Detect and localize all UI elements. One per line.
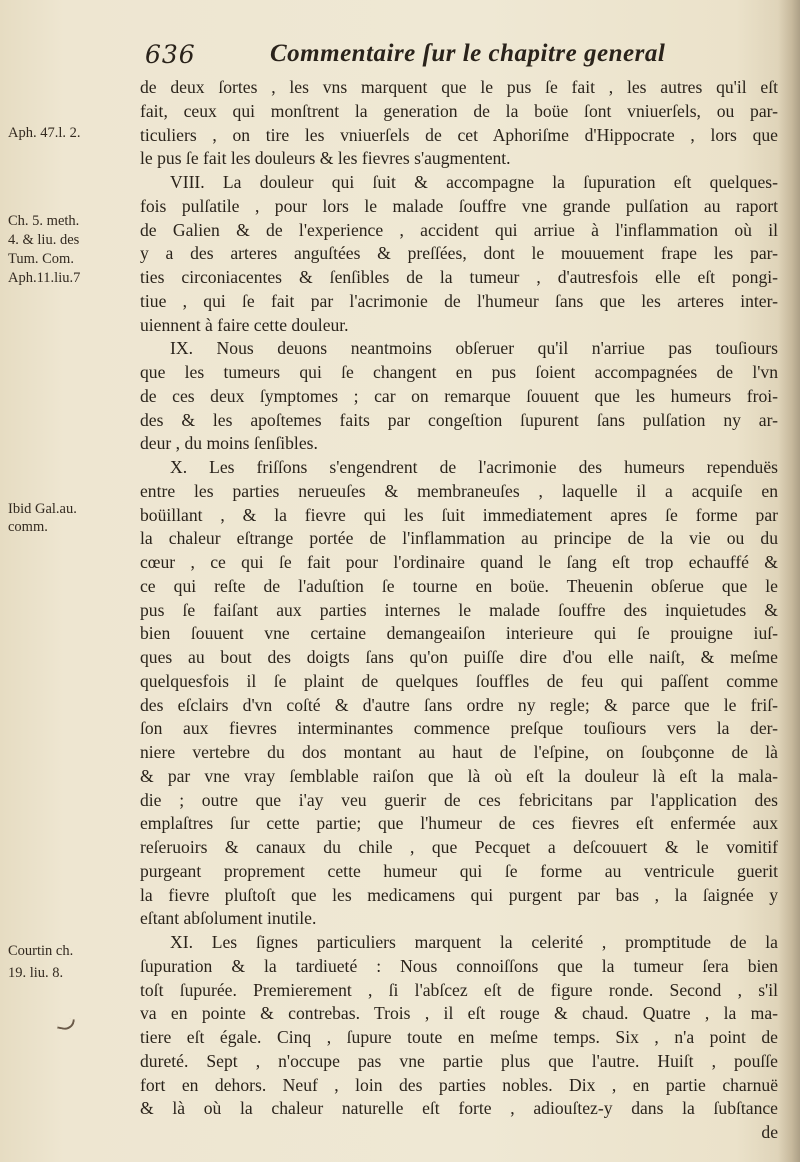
margin-note-courtin: Courtin ch. [8,943,74,959]
text-line: la fievre pluſtoſt que les medicamens qui purgent par bas , la ſaignée y [140,884,778,905]
margin-note-tumeurs: 4. & liu. des [8,232,80,248]
text-line: la chaleur eſtrange portée de l'inflammation au principe de la vie ou du [140,528,778,549]
text-line: fait, ceux qui monſtrent la generation de la boüe ſont vniuerſels, ou par- [140,100,778,121]
text-line: eſtant abſolument inutile. [140,908,317,929]
paragraph-ix-start: IX. Nous deuons neantmoins obſeruer qu'il n'arriue pas touſiours [170,338,778,359]
page-gutter-shadow [778,0,800,1162]
text-line: ce qui reſte de l'aduſtion ſe tourne en boüe. Theuenin obſerue que le [140,575,778,596]
margin-note-comm: comm. [8,519,48,535]
text-line: uiennent à faire cette douleur. [140,314,349,335]
text-line: fort en dehors. Neuf , loin des parties nobles. Dix , en partie charnuë [140,1074,778,1095]
text-line: reſeruoirs & canaux du chile , que Pecquet a deſcouuert & le vomitif [140,837,778,857]
paragraph-x-start: X. Les friſſons s'engendrent de l'acrimonie des humeurs rependuës [170,457,778,477]
catchword: de [761,1122,778,1142]
text-line: boüillant , & la fievre qui les ſuit immediatement apres ſe forme par [140,504,778,525]
text-line: ſon aux fievres interminantes commence preſque touſiours vers la der- [140,718,778,739]
margin-note-method: Ch. 5. meth. [8,213,80,229]
text-line: de deux ſortes , les vns marquent que le pus ſe fait , les autres qu'il eſt [140,77,778,97]
text-line: pus ſe faiſant aux parties internes le malade ſouffre des inquietudes & [140,599,778,620]
margin-note-commentary: Tum. Com. [8,251,74,267]
text-line: le pus ſe fait les douleurs & les fievres s'augmentent. [140,148,511,169]
margin-note-courtin-liu: 19. liu. 8. [8,965,64,981]
ink-mark [57,1017,75,1032]
text-line: ties circoniacentes & ſenſibles de la tumeur , d'autresfois elle eſt pongi- [140,267,778,287]
text-line: fois pulſatile , pour lors le malade ſouffre vne grande pulſation au raport [140,195,778,216]
text-line: de ces deux ſymptomes ; car on remarque ſouuent que les humeurs froi- [140,385,778,406]
margin-note-aphorism: Aph. 47.l. 2. [8,125,81,141]
page-header [145,40,775,72]
text-line: & par vne vray ſemblable raiſon que là où eſt la douleur là eſt la mala- [140,765,778,786]
text-line: ques au bout des doigts ſans qu'on puiſſe dire d'ou elle naiſt, & meſme [140,647,778,667]
text-line: deur , du moins ſenſibles. [140,433,318,454]
text-line: purgeant proprement cette humeur qui ſe forme au ventricule guerit [140,860,778,881]
text-line: quelquesfois il ſe plaint de quelques ſouffles de feu qui paſſent comme [140,670,778,691]
text-line: niere vertebre du dos montant au haut de l'eſpine, on ſoubçonne de là [140,742,778,762]
text-line: que les tumeurs qui ſe changent en pus ſoient accompagnées de l'vn [140,362,778,382]
text-line: y a des arteres anguſtées & preſſées, dont le mouuement frape les par- [140,243,778,264]
paragraph-viii-start: VIII. La douleur qui ſuit & accompagne la ſupuration eſt quelques- [170,172,778,192]
text-line: entre les parties nerueuſes & membraneuſes , laquelle il a acquiſe en [140,480,778,501]
text-line: ticuliers , on tire les vniuerſels de cet Aphoriſme d'Hippocrate , lors que [140,124,778,145]
margin-note-aph-liu7: Aph.11.liu.7 [8,270,81,286]
text-line: des & les apoſtemes faits par congeſtion ſupurent ſans pulſation ny ar- [140,409,778,430]
body-text [140,76,778,1145]
text-line: ſupuration & la tardiueté : Nous connoiſſons que la tumeur ſera bien [140,955,778,976]
text-line: tiere eſt égale. Cinq , ſupure toute en meſme temps. Six , n'a point de [140,1027,778,1047]
text-line: va en pointe & contrebas. Trois , il eſt rouge & chaud. Quatre , la ma- [140,1003,778,1024]
text-line: tiue , qui ſe fait par l'acrimonie de l'humeur ſans que les arteres inter- [140,290,778,311]
text-line: de Galien & de l'experience , accident qui arriue à l'inflammation où il [140,219,778,240]
text-line: bien ſouuent vne certaine demangeaiſon interieure qui ſe prouigne iuſ- [140,623,778,644]
text-line: die ; outre que i'ay veu guerir de ces febricitans par l'application des [140,789,778,810]
text-line: des eſclairs d'vn coſté & d'autre ſans ordre ny regle; & parce que le friſ- [140,694,778,715]
margin-note-ibid-galen: Ibid Gal.au. [8,501,77,517]
text-line: & là où la chaleur naturelle eſt forte , adiouſtez-y dans la ſubſtance [140,1098,778,1119]
paragraph-xi-start: XI. Les ſignes particuliers marquent la celerité , promptitude de la [170,932,778,952]
text-line: cœur , ce qui ſe fait pour l'ordinaire quand le ſang eſt trop echauffé & [140,552,778,572]
text-line: dureté. Sept , n'occupe pas vne partie plus que l'autre. Huiſt , pouſſe [140,1050,778,1071]
text-line: toſt ſupurée. Premierement , ſi l'abſcez eſt de figure ronde. Second , s'il [140,979,778,1000]
text-line: emplaſtres ſur cette partie; que l'humeur de ces fievres eſt enfermée aux [140,813,778,834]
running-title: Commentaire ſur le chapitre general [270,40,666,67]
page-number: 636 [145,40,196,69]
